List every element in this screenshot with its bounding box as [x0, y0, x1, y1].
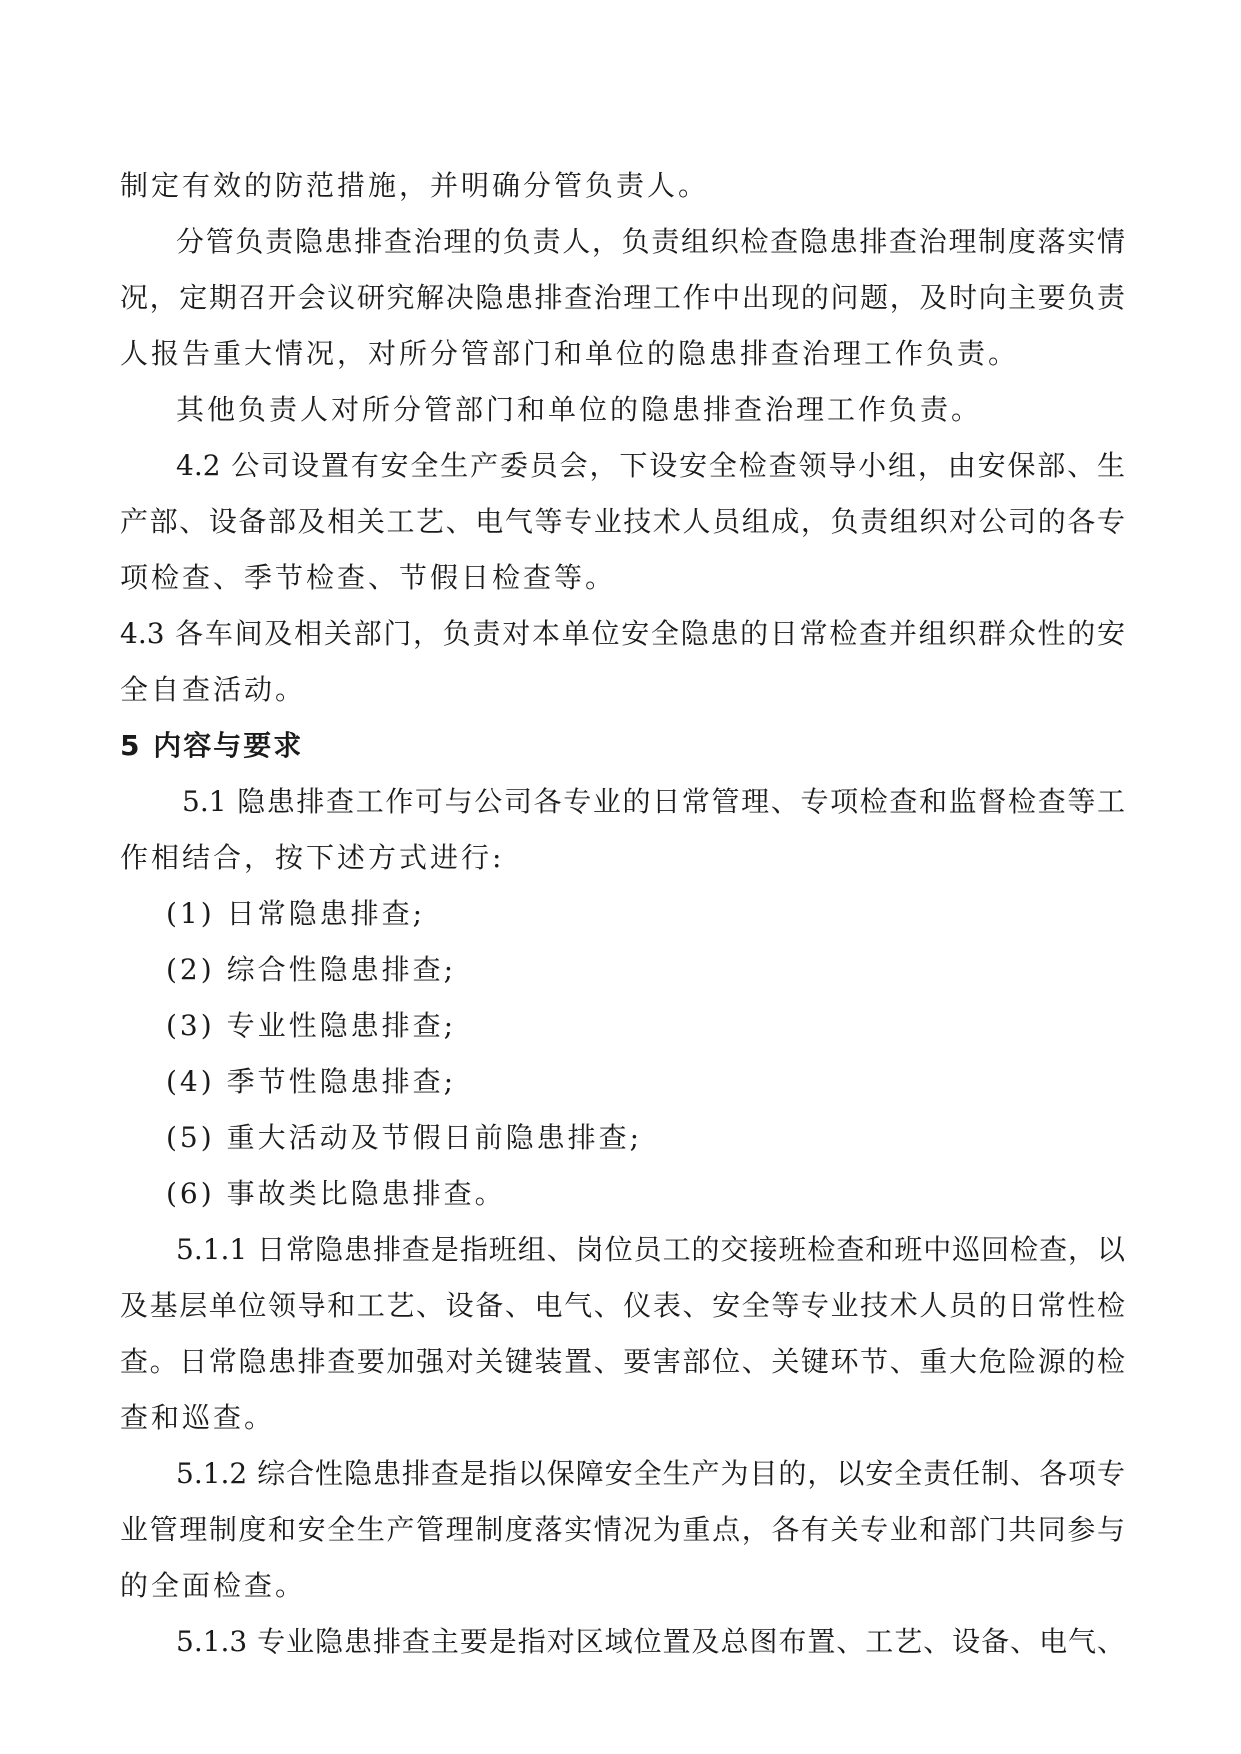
list-item: (5) 重大活动及节假日前隐患排查; — [166, 1121, 642, 1154]
text-line: 的全面检查。 — [120, 1569, 307, 1602]
text-line: 制定有效的防范措施，并明确分管负责人。 — [120, 169, 710, 202]
text-line: 其他负责人对所分管部门和单位的隐患排查治理工作负责。 — [176, 393, 983, 426]
text-line: 人报告重大情况，对所分管部门和单位的隐患排查治理工作负责。 — [120, 337, 1020, 370]
text-line: 作相结合，按下述方式进行: — [120, 841, 505, 874]
text-line: 分管负责隐患排查治理的负责人，负责组织检查隐患排查治理制度落实情 — [176, 225, 1125, 258]
list-item: (6) 事故类比隐患排查。 — [166, 1177, 506, 1210]
text-line: 全自查活动。 — [120, 673, 307, 706]
document-body — [120, 158, 1125, 1670]
text-line: 5.1.2 综合性隐患排查是指以保障安全生产为目的，以安全责任制、各项专 — [176, 1457, 1125, 1490]
text-line: 查和巡查。 — [120, 1401, 276, 1434]
text-line: 产部、设备部及相关工艺、电气等专业技术人员组成，负责组织对公司的各专 — [120, 505, 1125, 538]
text-line: 5.1.3 专业隐患排查主要是指对区域位置及总图布置、工艺、设备、电气、 — [176, 1625, 1125, 1658]
text-line: 况，定期召开会议研究解决隐患排查治理工作中出现的问题，及时向主要负责 — [120, 281, 1125, 314]
text-line: 及基层单位领导和工艺、设备、电气、仪表、安全等专业技术人员的日常性检 — [120, 1289, 1125, 1322]
list-item: (4) 季节性隐患排查; — [166, 1065, 456, 1098]
text-line: 5.1.1 日常隐患排查是指班组、岗位员工的交接班检查和班中巡回检查，以 — [176, 1233, 1125, 1266]
text-line: 查。日常隐患排查要加强对关键装置、要害部位、关键环节、重大危险源的检 — [120, 1345, 1125, 1378]
list-item: (1) 日常隐患排查; — [166, 897, 425, 930]
text-line: 4.2 公司设置有安全生产委员会，下设安全检查领导小组，由安保部、生 — [176, 449, 1125, 482]
text-line: 5.1 隐患排查工作可与公司各专业的日常管理、专项检查和监督检查等工 — [182, 785, 1125, 818]
text-line: 业管理制度和安全生产管理制度落实情况为重点，各有关专业和部门共同参与 — [120, 1513, 1125, 1546]
text-line: 项检查、季节检查、节假日检查等。 — [120, 561, 617, 594]
list-item: (3) 专业性隐患排查; — [166, 1009, 456, 1042]
text-line: 4.3 各车间及相关部门，负责对本单位安全隐患的日常检查并组织群众性的安 — [120, 617, 1125, 650]
list-item: (2) 综合性隐患排查; — [166, 953, 456, 986]
section-heading: 5 内容与要求 — [120, 729, 304, 762]
